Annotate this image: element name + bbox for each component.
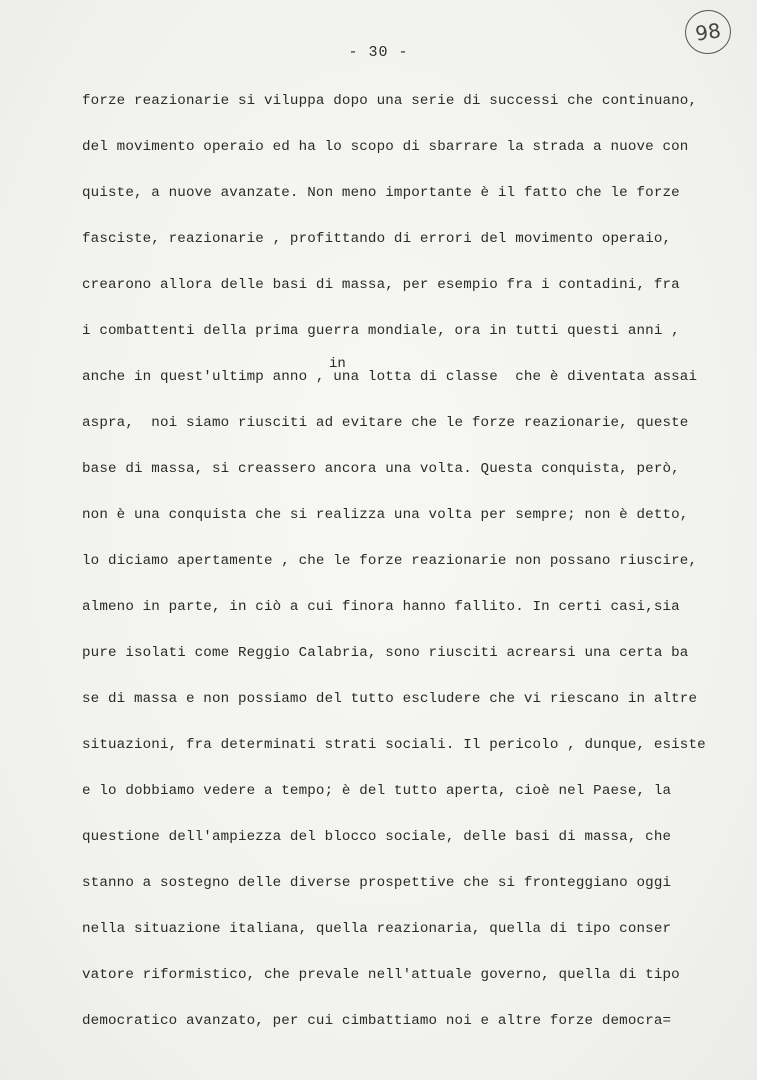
- text-line: democratico avanzato, per cui cimbattiamo noi e altre forze democra=: [82, 1013, 672, 1029]
- text-line: situazioni, fra determinati strati sociali. Il pericolo , dunque, esiste: [82, 737, 706, 753]
- text-line: questione dell'ampiezza del blocco sociale, delle basi di massa, che: [82, 829, 672, 845]
- text-line: base di massa, si creassero ancora una volta. Questa conquista, però,: [82, 461, 680, 477]
- text-line: forze reazionarie si viluppa dopo una serie di successi che continuano,: [82, 93, 698, 109]
- text-line: lo diciamo apertamente , che le forze reazionarie non possano riuscire,: [82, 553, 698, 569]
- text-line: del movimento operaio ed ha lo scopo di sbarrare la strada a nuove con: [82, 139, 689, 155]
- text-line: nella situazione italiana, quella reazionaria, quella di tipo conser: [82, 921, 672, 937]
- text-line: aspra, noi siamo riusciti ad evitare che le forze reazionarie, queste: [82, 415, 689, 431]
- text-line: stanno a sostegno delle diverse prospettive che si fronteggiano oggi: [82, 875, 672, 891]
- typed-body-text: [82, 88, 737, 1054]
- text-line: vatore riformistico, che prevale nell'attuale governo, quella di tipo: [82, 967, 680, 983]
- text-line: se di massa e non possiamo del tutto escludere che vi riescano in altre: [82, 691, 698, 707]
- text-line: almeno in parte, in ciò a cui finora hanno fallito. In certi casi,sia: [82, 599, 680, 615]
- text-line: e lo dobbiamo vedere a tempo; è del tutto aperta, cioè nel Paese, la: [82, 783, 672, 799]
- interlinear-insertion: in: [329, 356, 346, 372]
- text-line: quiste, a nuove avanzate. Non meno importante è il fatto che le forze: [82, 185, 680, 201]
- text-line: pure isolati come Reggio Calabria, sono riusciti acrearsi una certa ba: [82, 645, 689, 661]
- archive-number-stamp: 98: [682, 7, 734, 57]
- text-line: crearono allora delle basi di massa, per esempio fra i contadini, fra: [82, 277, 680, 293]
- page-number: - 30 -: [348, 44, 409, 61]
- text-line: i combattenti della prima guerra mondiale, ora in tutti questi anni ,: [82, 323, 680, 339]
- text-line: non è una conquista che si realizza una volta per sempre; non è detto,: [82, 507, 689, 523]
- text-line: anche in quest'ultimp anno , una lotta di classe che è diventata assai: [82, 369, 698, 385]
- text-line: fasciste, reazionarie , profittando di errori del movimento operaio,: [82, 231, 672, 247]
